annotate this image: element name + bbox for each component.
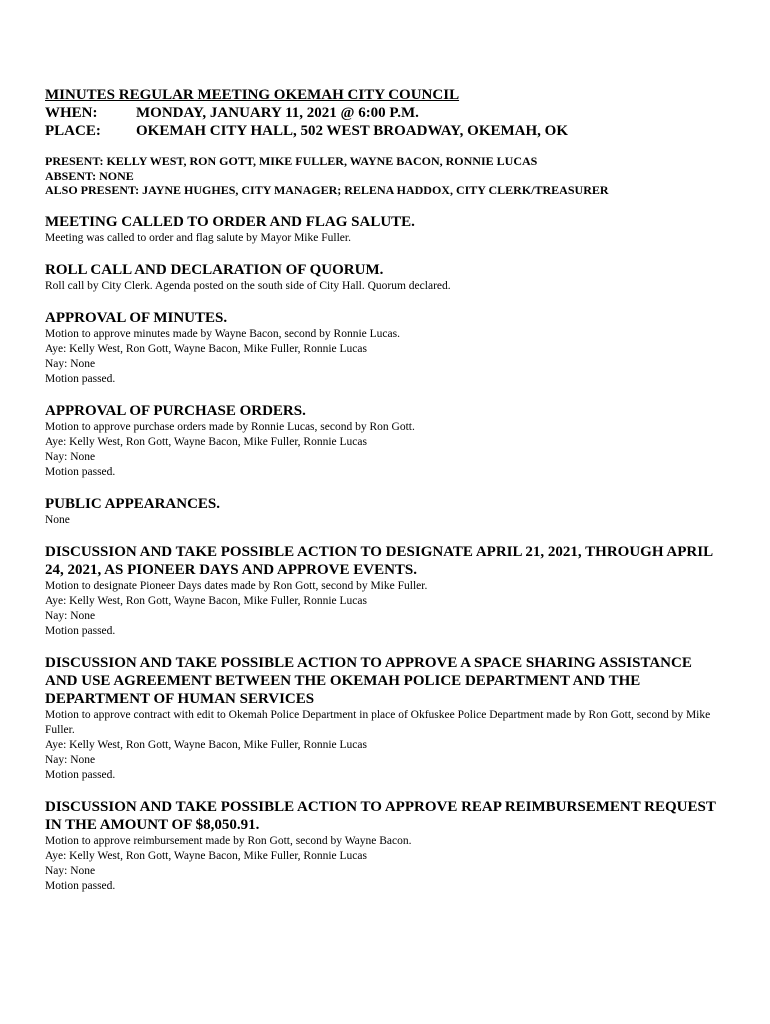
aye-line: Aye: Kelly West, Ron Gott, Wayne Bacon, Mike Fuller, Ronnie Lucas bbox=[45, 342, 367, 355]
when-label: WHEN: bbox=[45, 105, 98, 121]
section-heading: MEETING CALLED TO ORDER AND FLAG SALUTE. bbox=[45, 213, 415, 230]
when-row bbox=[45, 104, 725, 122]
absent-line: ABSENT: NONE bbox=[45, 168, 134, 183]
section-call-to-order bbox=[45, 213, 725, 246]
attendance-block bbox=[45, 154, 725, 198]
place-value: OKEMAH CITY HALL, 502 WEST BROADWAY, OKEMAH, OK bbox=[136, 123, 569, 139]
section-body bbox=[45, 834, 725, 894]
aye-line: Aye: Kelly West, Ron Gott, Wayne Bacon, Mike Fuller, Ronnie Lucas bbox=[45, 594, 367, 607]
section-body bbox=[45, 231, 725, 246]
nay-line: Nay: None bbox=[45, 450, 96, 463]
when-value: MONDAY, JANUARY 11, 2021 @ 6:00 P.M. bbox=[136, 105, 419, 121]
aye-line: Aye: Kelly West, Ron Gott, Wayne Bacon, Mike Fuller, Ronnie Lucas bbox=[45, 849, 367, 862]
section-approval-of-minutes bbox=[45, 309, 725, 387]
motion-line: Motion to approve contract with edit to Okemah Police Department in place of Okfuskee Police Department made by Ron Gott, second by Mike Fuller. bbox=[45, 708, 711, 736]
place-label: PLACE: bbox=[45, 123, 101, 139]
section-pioneer-days bbox=[45, 543, 725, 639]
body-line: None bbox=[45, 513, 70, 526]
section-heading: APPROVAL OF MINUTES. bbox=[45, 309, 228, 326]
result-line: Motion passed. bbox=[45, 465, 116, 478]
section-space-sharing-agreement bbox=[45, 654, 725, 783]
body-line: Meeting was called to order and flag salute by Mayor Mike Fuller. bbox=[45, 231, 351, 244]
section-heading: ROLL CALL AND DECLARATION OF QUORUM. bbox=[45, 261, 384, 278]
section-purchase-orders bbox=[45, 402, 725, 480]
section-body bbox=[45, 279, 725, 294]
section-heading: DISCUSSION AND TAKE POSSIBLE ACTION TO APPROVE REAP REIMBURSEMENT REQUEST IN THE AMOUNT OF $8,050.91. bbox=[45, 798, 716, 833]
motion-line: Motion to approve minutes made by Wayne Bacon, second by Ronnie Lucas. bbox=[45, 327, 400, 340]
motion-line: Motion to designate Pioneer Days dates made by Ron Gott, second by Mike Fuller. bbox=[45, 579, 428, 592]
also-present-line: ALSO PRESENT: JAYNE HUGHES, CITY MANAGER; RELENA HADDOX, CITY CLERK/TREASURER bbox=[45, 183, 609, 197]
document-title: MINUTES REGULAR MEETING OKEMAH CITY COUNCIL bbox=[45, 87, 460, 103]
section-heading: APPROVAL OF PURCHASE ORDERS. bbox=[45, 402, 306, 419]
motion-line: Motion to approve reimbursement made by Ron Gott, second by Wayne Bacon. bbox=[45, 834, 412, 847]
aye-line: Aye: Kelly West, Ron Gott, Wayne Bacon, Mike Fuller, Ronnie Lucas bbox=[45, 435, 367, 448]
present-line: PRESENT: KELLY WEST, RON GOTT, MIKE FULLER, WAYNE BACON, RONNIE LUCAS bbox=[45, 154, 538, 168]
result-line: Motion passed. bbox=[45, 624, 116, 637]
motion-line: Motion to approve purchase orders made by Ronnie Lucas, second by Ron Gott. bbox=[45, 420, 415, 433]
nay-line: Nay: None bbox=[45, 609, 96, 622]
section-heading: DISCUSSION AND TAKE POSSIBLE ACTION TO DESIGNATE APRIL 21, 2021, THROUGH APRIL 24, 2021, AS PIONEER DAYS AND APPROVE EVENTS. bbox=[45, 543, 713, 578]
section-body bbox=[45, 513, 725, 528]
result-line: Motion passed. bbox=[45, 879, 116, 892]
section-body bbox=[45, 327, 725, 387]
section-roll-call bbox=[45, 261, 725, 294]
section-reap-reimbursement bbox=[45, 798, 725, 894]
body-line: Roll call by City Clerk. Agenda posted on the south side of City Hall. Quorum declared. bbox=[45, 279, 451, 292]
section-body bbox=[45, 579, 725, 639]
nay-line: Nay: None bbox=[45, 357, 96, 370]
section-body bbox=[45, 420, 725, 480]
section-heading: PUBLIC APPEARANCES. bbox=[45, 495, 221, 512]
aye-line: Aye: Kelly West, Ron Gott, Wayne Bacon, Mike Fuller, Ronnie Lucas bbox=[45, 738, 367, 751]
minutes-document bbox=[45, 86, 725, 894]
result-line: Motion passed. bbox=[45, 768, 116, 781]
place-row bbox=[45, 122, 725, 140]
nay-line: Nay: None bbox=[45, 753, 96, 766]
nay-line: Nay: None bbox=[45, 864, 96, 877]
section-public-appearances bbox=[45, 495, 725, 528]
section-body bbox=[45, 708, 725, 783]
result-line: Motion passed. bbox=[45, 372, 116, 385]
section-heading: DISCUSSION AND TAKE POSSIBLE ACTION TO APPROVE A SPACE SHARING ASSISTANCE AND USE AGREEMENT BETWEEN THE OKEMAH POLICE DEPARTMENT AND THE DEPARTMENT OF HUMAN SERVICES bbox=[45, 654, 692, 707]
